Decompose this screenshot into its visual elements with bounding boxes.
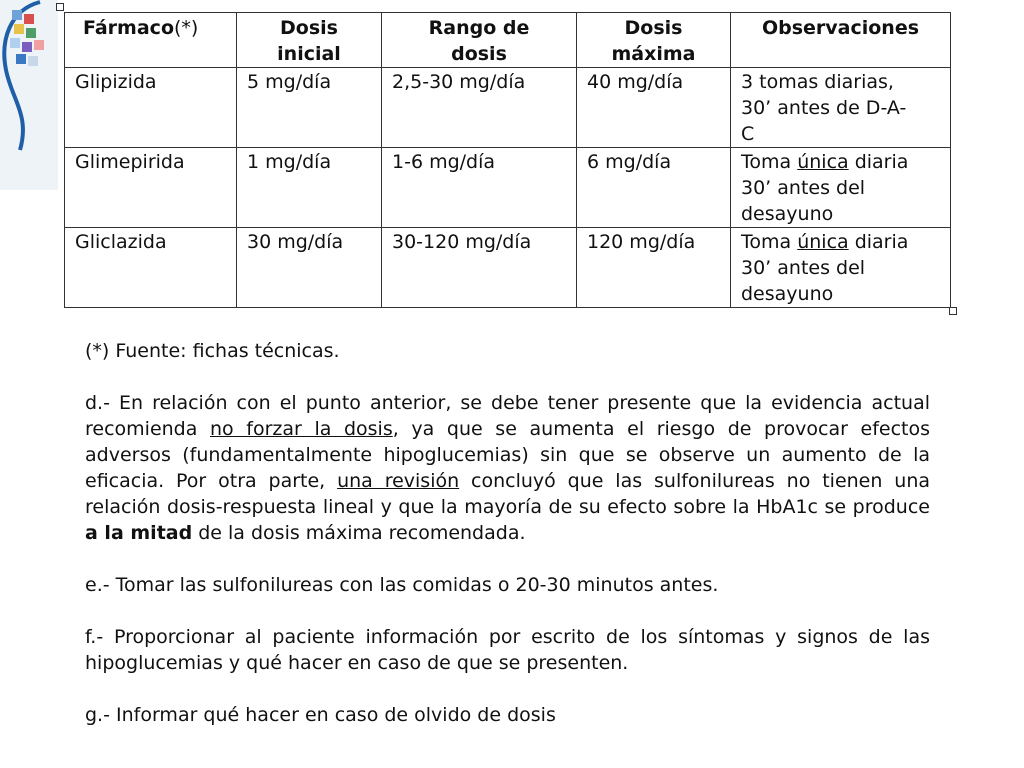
paragraph-f: f.- Proporcionar al paciente información por escrito de los síntomas y signos de las hipoglucemias y qué hacer en caso de que se presenten.: [85, 626, 930, 674]
header-initial-dose: Dosis inicial: [237, 13, 382, 68]
cell-drug: Glipizida: [65, 68, 237, 148]
drug-dosage-table: [64, 12, 951, 308]
header-dose-range: Rango de dosis: [382, 13, 577, 68]
cell-initial-dose: 1 mg/día: [237, 148, 382, 228]
cell-drug: Glimepirida: [65, 148, 237, 228]
table-resize-handle-bottom-right[interactable]: [949, 307, 957, 315]
cell-initial-dose: 30 mg/día: [237, 228, 382, 308]
logo-decoration: [0, 0, 58, 190]
table-row: [65, 148, 951, 228]
cell-drug: Gliclazida: [65, 228, 237, 308]
paragraph-d: d.- En relación con el punto anterior, se debe tener presente que la evidencia actual recomienda no forzar la dosis, ya que se aumenta el riesgo de provocar efectos adversos (fundamentalmente hipoglucemias) sin que se observe un aumento de la eficacia. Por otra parte, una revisión concluyó que las sulfonilureas no tienen una relación dosis-respuesta lineal y que la mayoría de su efecto sobre la HbA1c se produce a la mitad de la dosis máxima recomendada.: [85, 392, 931, 544]
cell-max-dose: 120 mg/día: [577, 228, 731, 308]
paragraph-e: e.- Tomar las sulfonilureas con las comidas o 20-30 minutos antes.: [85, 574, 719, 596]
cell-observations: Toma única diaria 30’ antes del desayuno: [731, 148, 951, 228]
body-text: [85, 338, 930, 754]
paragraph-g: g.- Informar qué hacer en caso de olvido de dosis: [85, 704, 556, 726]
cell-dose-range: 30-120 mg/día: [382, 228, 577, 308]
table-row: [65, 68, 951, 148]
cell-dose-range: 2,5-30 mg/día: [382, 68, 577, 148]
table-row: [65, 228, 951, 308]
header-observations: Observaciones: [731, 13, 951, 68]
table-resize-handle-top-left[interactable]: [56, 3, 64, 11]
header-max-dose: Dosis máxima: [577, 13, 731, 68]
cell-observations: Toma única diaria 30’ antes del desayuno: [731, 228, 951, 308]
source-note: (*) Fuente: fichas técnicas.: [85, 340, 340, 362]
cell-max-dose: 6 mg/día: [577, 148, 731, 228]
link-una-revision[interactable]: una revisión: [337, 470, 460, 492]
cell-observations: 3 tomas diarias, 30’ antes de D-A- C: [731, 68, 951, 148]
link-no-forzar-dosis[interactable]: no forzar la dosis: [210, 418, 393, 440]
header-drug: Fármaco(*): [65, 13, 237, 68]
cell-dose-range: 1-6 mg/día: [382, 148, 577, 228]
cell-initial-dose: 5 mg/día: [237, 68, 382, 148]
cell-max-dose: 40 mg/día: [577, 68, 731, 148]
table-header-row: [65, 13, 951, 68]
